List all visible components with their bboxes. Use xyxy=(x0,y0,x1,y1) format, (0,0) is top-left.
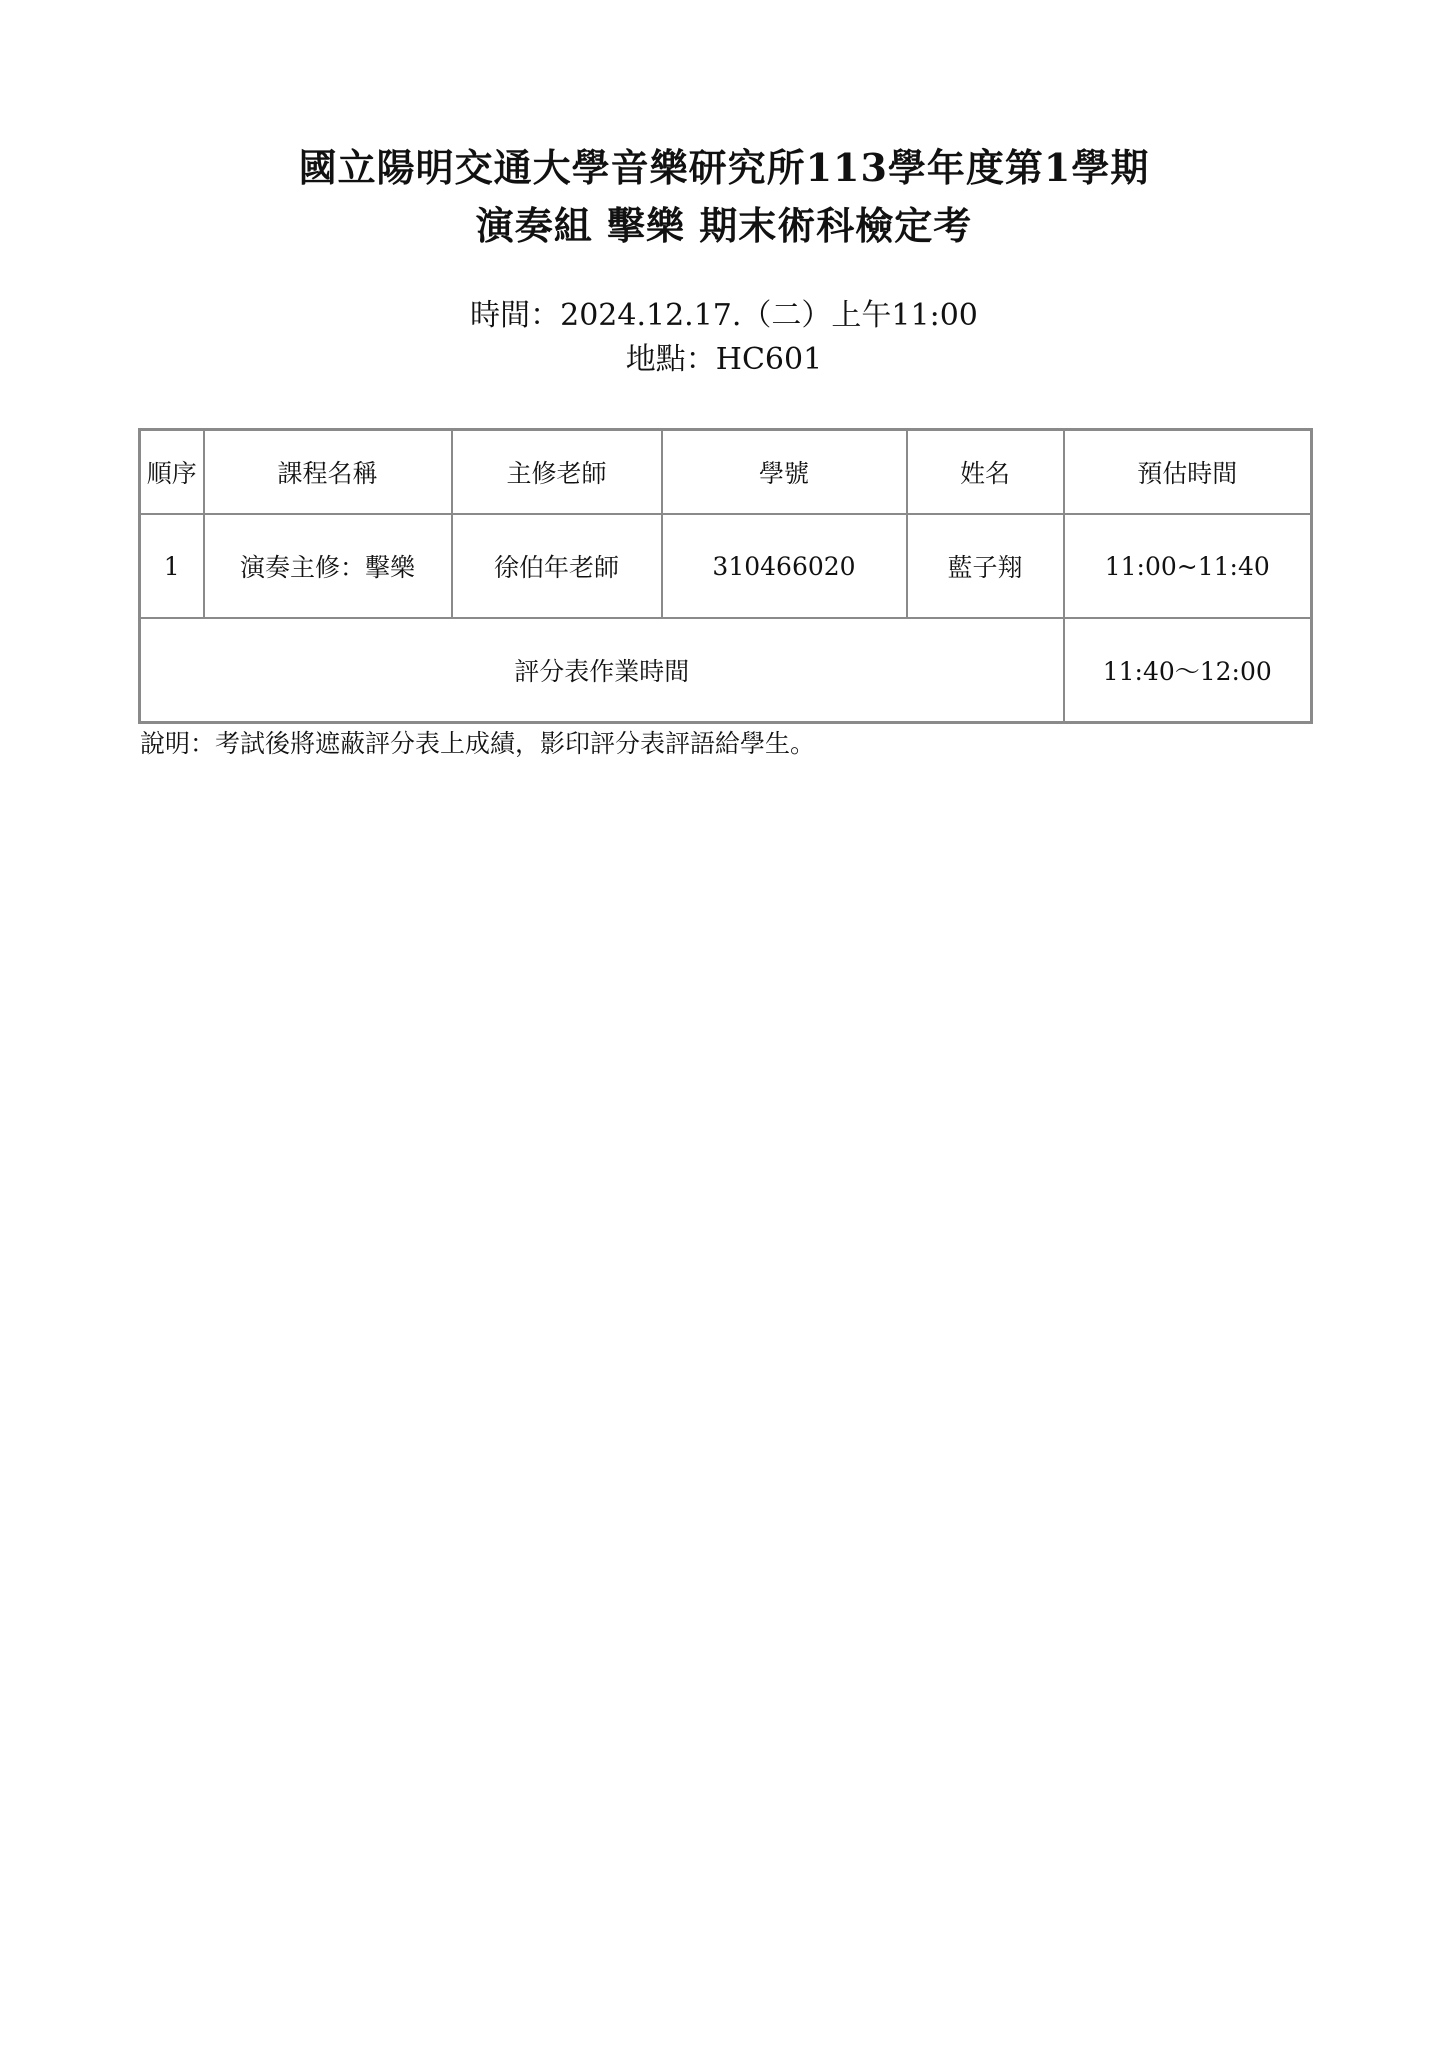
explanation-note: 說明：考試後將遮蔽評分表上成績，影印評分表評語給學生。 xyxy=(140,729,816,758)
schedule-table xyxy=(138,428,1313,724)
cell-name: 藍子翔 xyxy=(907,514,1064,618)
table-row xyxy=(140,514,1312,618)
exam-location: 地點：HC601 xyxy=(625,342,823,377)
cell-course: 演奏主修：擊樂 xyxy=(204,514,452,618)
header-estimated-time: 預估時間 xyxy=(1064,430,1312,515)
cell-student-id: 310466020 xyxy=(662,514,907,618)
document-title-line1: 國立陽明交通大學音樂研究所113學年度第1學期 xyxy=(298,145,1150,190)
footer-time: 11:40～12:00 xyxy=(1064,618,1312,723)
header-course: 課程名稱 xyxy=(204,430,452,515)
footer-label: 評分表作業時間 xyxy=(140,618,1064,723)
document-title-line2: 演奏組 擊樂 期末術科檢定考 xyxy=(475,203,973,248)
table-header-row xyxy=(140,430,1312,515)
exam-time: 時間：2024.12.17.（二）上午11:00 xyxy=(470,298,978,333)
header-name: 姓名 xyxy=(907,430,1064,515)
cell-order: 1 xyxy=(140,514,204,618)
cell-teacher: 徐伯年老師 xyxy=(452,514,662,618)
header-teacher: 主修老師 xyxy=(452,430,662,515)
header-student-id: 學號 xyxy=(662,430,907,515)
header-order: 順序 xyxy=(140,430,204,515)
cell-estimated-time: 11:00~11:40 xyxy=(1064,514,1312,618)
table-footer-row xyxy=(140,618,1312,723)
